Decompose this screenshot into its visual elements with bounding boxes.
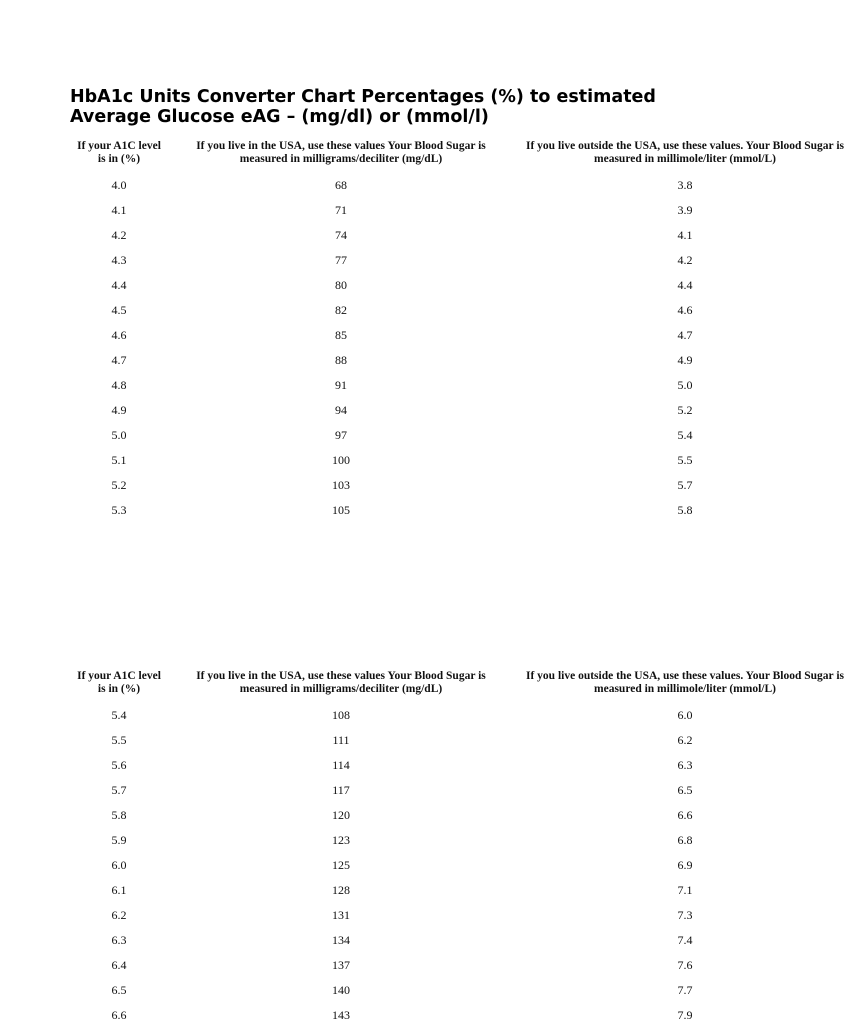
a1c-cell: 5.5 <box>111 733 127 747</box>
header-intl-line-2: measured in millimole/liter (mmol/L) <box>594 153 776 165</box>
table-row <box>0 278 768 303</box>
header-usa-line-2: measured in milligrams/deciliter (mg/dL) <box>239 153 443 165</box>
header-usa <box>186 140 496 166</box>
a1c-cell: 6.5 <box>111 983 127 997</box>
mgdl-cell: 94 <box>335 403 347 417</box>
a1c-cell: 4.4 <box>111 278 127 292</box>
header-international <box>520 670 850 696</box>
table-row <box>0 958 768 983</box>
a1c-cell: 6.0 <box>111 858 127 872</box>
title-line-1: HbA1c Units Converter Chart Percentages (%) to estimated <box>70 87 656 107</box>
mmol-cell: 5.8 <box>677 503 693 517</box>
mgdl-cell: 77 <box>335 253 347 267</box>
mgdl-cell: 123 <box>332 833 350 847</box>
mmol-cell: 6.2 <box>677 733 693 747</box>
conversion-table-2 <box>0 668 844 1024</box>
mgdl-cell: 125 <box>332 858 350 872</box>
a1c-cell: 6.1 <box>111 883 127 897</box>
header-international <box>520 140 850 166</box>
mmol-cell: 6.0 <box>677 708 693 722</box>
table-row <box>0 353 768 378</box>
a1c-cell: 4.3 <box>111 253 127 267</box>
mmol-cell: 4.2 <box>677 253 693 267</box>
mgdl-cell: 82 <box>335 303 347 317</box>
mgdl-cell: 88 <box>335 353 347 367</box>
mmol-cell: 3.8 <box>677 178 693 192</box>
table-row <box>0 808 768 833</box>
table-row <box>0 253 768 278</box>
table-row <box>0 883 768 908</box>
mmol-cell: 4.7 <box>677 328 693 342</box>
mgdl-cell: 80 <box>335 278 347 292</box>
table-row <box>0 1008 768 1033</box>
mgdl-cell: 131 <box>332 908 350 922</box>
mmol-cell: 6.3 <box>677 758 693 772</box>
mmol-cell: 6.9 <box>677 858 693 872</box>
header-intl-line-2: measured in millimole/liter (mmol/L) <box>594 683 776 695</box>
conversion-table-1 <box>0 138 844 538</box>
mmol-cell: 5.7 <box>677 478 693 492</box>
mmol-cell: 6.8 <box>677 833 693 847</box>
table-row <box>0 983 768 1008</box>
a1c-cell: 5.0 <box>111 428 127 442</box>
mgdl-cell: 134 <box>332 933 350 947</box>
table-row <box>0 708 768 733</box>
mmol-cell: 3.9 <box>677 203 693 217</box>
table-row <box>0 833 768 858</box>
mgdl-cell: 105 <box>332 503 350 517</box>
table-row <box>0 503 768 528</box>
mgdl-cell: 114 <box>332 758 350 772</box>
mgdl-cell: 111 <box>332 733 350 747</box>
table-row <box>0 228 768 253</box>
a1c-cell: 5.8 <box>111 808 127 822</box>
mmol-cell: 4.9 <box>677 353 693 367</box>
table-row <box>0 328 768 353</box>
mgdl-cell: 85 <box>335 328 347 342</box>
table-row <box>0 428 768 453</box>
mmol-cell: 5.2 <box>677 403 693 417</box>
mgdl-cell: 120 <box>332 808 350 822</box>
table-row <box>0 858 768 883</box>
mgdl-cell: 97 <box>335 428 347 442</box>
mgdl-cell: 91 <box>335 378 347 392</box>
mgdl-cell: 108 <box>332 708 350 722</box>
header-usa-line-2: measured in milligrams/deciliter (mg/dL) <box>239 683 443 695</box>
a1c-cell: 4.5 <box>111 303 127 317</box>
a1c-cell: 6.6 <box>111 1008 127 1022</box>
mgdl-cell: 103 <box>332 478 350 492</box>
a1c-cell: 5.1 <box>111 453 127 467</box>
table-row <box>0 758 768 783</box>
header-usa-line-1: If you live in the USA, use these values Your Blood Sugar is <box>196 670 486 682</box>
table-row <box>0 303 768 328</box>
mgdl-cell: 137 <box>332 958 350 972</box>
a1c-cell: 5.9 <box>111 833 127 847</box>
mgdl-cell: 143 <box>332 1008 350 1022</box>
mmol-cell: 7.3 <box>677 908 693 922</box>
mmol-cell: 7.6 <box>677 958 693 972</box>
table-1-rows <box>0 178 768 528</box>
table-row <box>0 453 768 478</box>
mmol-cell: 5.4 <box>677 428 693 442</box>
mgdl-cell: 74 <box>335 228 347 242</box>
table-row <box>0 733 768 758</box>
mgdl-cell: 68 <box>335 178 347 192</box>
mgdl-cell: 71 <box>335 203 347 217</box>
a1c-cell: 4.9 <box>111 403 127 417</box>
mmol-cell: 7.7 <box>677 983 693 997</box>
a1c-cell: 6.4 <box>111 958 127 972</box>
header-usa-line-1: If you live in the USA, use these values Your Blood Sugar is <box>196 140 486 152</box>
a1c-cell: 5.6 <box>111 758 127 772</box>
table-row <box>0 783 768 808</box>
header-a1c-line-2: is in (%) <box>97 683 141 695</box>
header-a1c <box>70 140 168 166</box>
a1c-cell: 4.0 <box>111 178 127 192</box>
mmol-cell: 4.6 <box>677 303 693 317</box>
mmol-cell: 6.6 <box>677 808 693 822</box>
mgdl-cell: 100 <box>332 453 350 467</box>
a1c-cell: 5.3 <box>111 503 127 517</box>
header-a1c-line-1: If your A1C level <box>77 670 161 682</box>
mmol-cell: 7.9 <box>677 1008 693 1022</box>
mmol-cell: 4.1 <box>677 228 693 242</box>
mmol-cell: 6.5 <box>677 783 693 797</box>
a1c-cell: 6.2 <box>111 908 127 922</box>
a1c-cell: 6.3 <box>111 933 127 947</box>
a1c-cell: 4.1 <box>111 203 127 217</box>
mmol-cell: 4.4 <box>677 278 693 292</box>
header-a1c-line-1: If your A1C level <box>77 140 161 152</box>
a1c-cell: 4.2 <box>111 228 127 242</box>
header-usa <box>186 670 496 696</box>
document-title <box>70 87 656 127</box>
title-line-2: Average Glucose eAG – (mg/dl) or (mmol/l) <box>70 107 489 127</box>
table-row <box>0 478 768 503</box>
header-intl-line-1: If you live outside the USA, use these values. Your Blood Sugar is <box>526 140 844 152</box>
a1c-cell: 5.4 <box>111 708 127 722</box>
table-row <box>0 378 768 403</box>
mmol-cell: 5.0 <box>677 378 693 392</box>
table-row <box>0 933 768 958</box>
table-row <box>0 908 768 933</box>
table-row <box>0 203 768 228</box>
mgdl-cell: 140 <box>332 983 350 997</box>
a1c-cell: 4.6 <box>111 328 127 342</box>
mmol-cell: 5.5 <box>677 453 693 467</box>
table-row <box>0 178 768 203</box>
table-2-rows <box>0 708 768 1033</box>
header-intl-line-1: If you live outside the USA, use these values. Your Blood Sugar is <box>526 670 844 682</box>
a1c-cell: 5.7 <box>111 783 127 797</box>
a1c-cell: 4.8 <box>111 378 127 392</box>
table-row <box>0 403 768 428</box>
header-a1c <box>70 670 168 696</box>
a1c-cell: 5.2 <box>111 478 127 492</box>
mgdl-cell: 117 <box>332 783 350 797</box>
mgdl-cell: 128 <box>332 883 350 897</box>
a1c-cell: 4.7 <box>111 353 127 367</box>
mmol-cell: 7.1 <box>677 883 693 897</box>
header-a1c-line-2: is in (%) <box>97 153 141 165</box>
mmol-cell: 7.4 <box>677 933 693 947</box>
